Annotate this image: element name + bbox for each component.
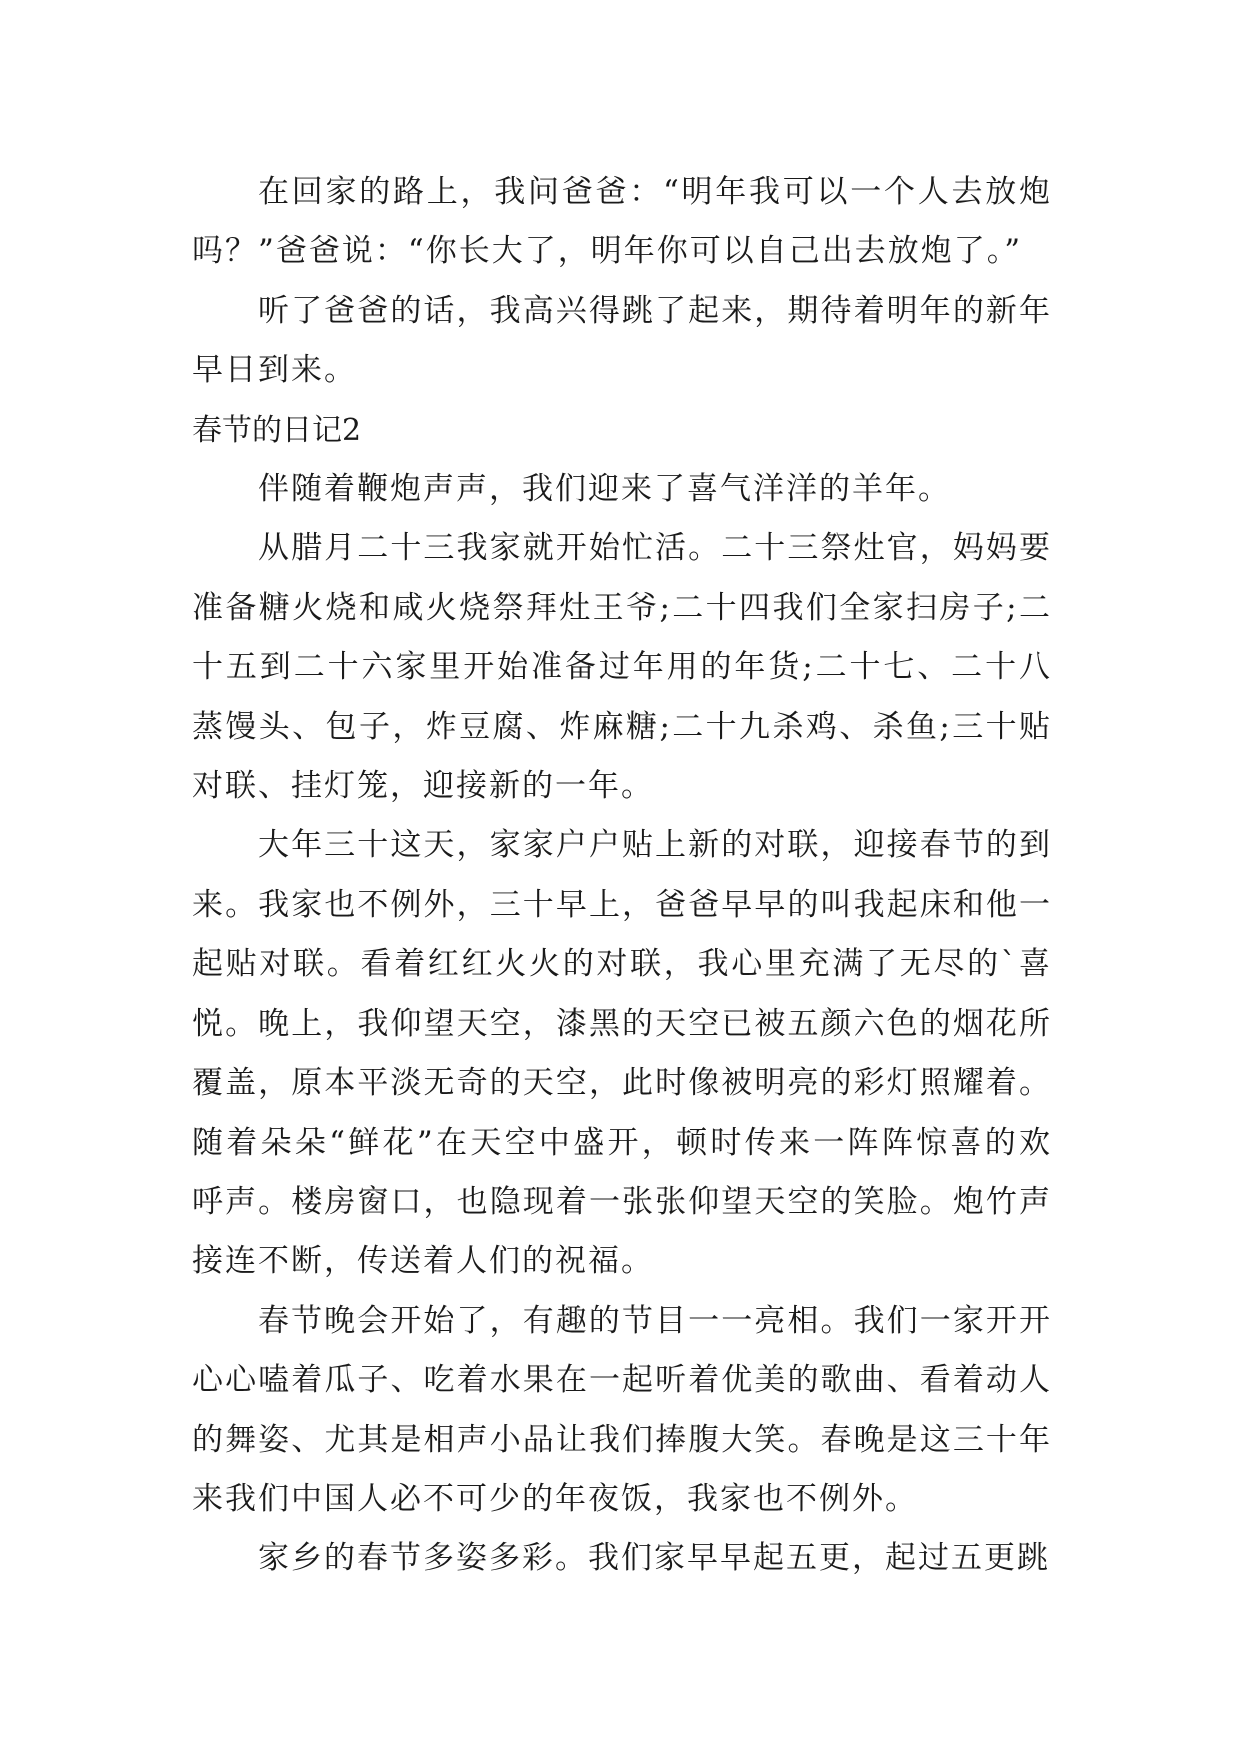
paragraph: 从腊月二十三我家就开始忙活。二十三祭灶官，妈妈要准备糖火烧和咸火烧祭拜灶王爷;二十四我们全家扫房子;二十五到二十六家里开始准备过年用的年货;二十七、二十八蒸馒头、包子，炸豆腐、炸麻糖;二十九杀鸡、杀鱼;三十贴对联、挂灯笼，迎接新的一年。: [192, 530, 1052, 805]
paragraph: 听了爸爸的话，我高兴得跳了起来，期待着明年的新年早日到来。: [192, 292, 1052, 389]
paragraph: 家乡的春节多姿多彩。我们家早早起五更，起过五更跳: [258, 1540, 1050, 1577]
paragraph: 在回家的路上，我问爸爸：“明年我可以一个人去放炮吗？”爸爸说：“你长大了，明年你可以自己出去放炮了。”: [192, 174, 1052, 270]
document-body: [192, 163, 1052, 1589]
paragraph: 大年三十这天，家家户户贴上新的对联，迎接春节的到来。我家也不例外，三十早上，爸爸早早的叫我起床和他一起贴对联。看着红红火火的对联，我心里充满了无尽的`喜悦。晚上，我仰望天空，漆黑的天空已被五颜六色的烟花所覆盖，原本平淡无奇的天空，此时像被明亮的彩灯照耀着。随着朵朵“鲜花”在天空中盛开，顿时传来一阵阵惊喜的欢呼声。楼房窗口，也隐现着一张张仰望天空的笑脸。炮竹声接连不断，传送着人们的祝福。: [192, 827, 1052, 1280]
section-heading: 春节的日记2: [192, 412, 362, 448]
paragraph: 春节晚会开始了，有趣的节目一一亮相。我们一家开开心心嗑着瓜子、吃着水果在一起听着优美的歌曲、看着动人的舞姿、尤其是相声小品让我们捧腹大笑。春晚是这三十年来我们中国人必不可少的年夜饭，我家也不例外。: [192, 1302, 1052, 1517]
paragraph: 伴随着鞭炮声声，我们迎来了喜气洋洋的羊年。: [258, 471, 951, 508]
